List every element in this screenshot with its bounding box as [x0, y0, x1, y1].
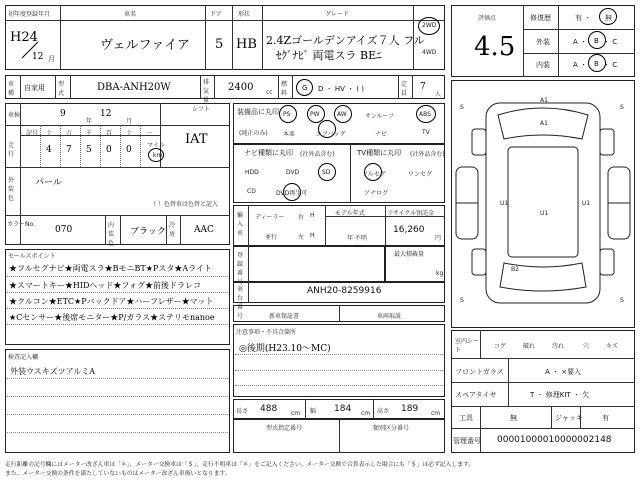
footer-line-1: 走行距離の記号欄にはメーター改ざん車は「＊」、メーター交換車は「＄」、走行不明車は「＊」をご記入ください。メーター交換で合算表示した場合にも「＄」は必ず記入します。 [5, 462, 475, 468]
mileage-divider [100, 125, 101, 167]
door-label: ドア [210, 11, 222, 18]
diagram-mark: S [460, 104, 464, 111]
tv-sub: (社外品含む) [410, 151, 445, 158]
jack-value: 有 [602, 414, 609, 422]
diagram-mark: A1 [540, 97, 548, 104]
fuel-g: G [302, 84, 308, 92]
sheet-item: 破れ [523, 343, 536, 350]
shape-label: 形状 [238, 11, 251, 18]
recycle-label: リサイクル預託金 [387, 210, 435, 217]
mileage-digit-header: 十 [46, 130, 53, 137]
sales-point-line: ★クルコン★ETC★Pバックドア★ハーフレザー★マット [9, 297, 214, 306]
import-h: H [310, 212, 315, 219]
exterior-color-note: （ ）色替車は色替と記入 [150, 201, 218, 208]
mileage-digit: 5 [86, 145, 92, 155]
navi-hdd: HDD [245, 169, 259, 176]
inspection-month: 12 [100, 109, 112, 119]
score-label: 評価点 [478, 15, 497, 22]
notes-text: ◎後期(H23.10〜MC) [239, 344, 331, 354]
capacity-unit: 人 [435, 91, 442, 98]
reg-month-unit: 月 [48, 55, 55, 63]
exterior-circle [588, 31, 606, 49]
navi-cd: CD [247, 188, 256, 195]
sheet-item: 汚れ [552, 343, 565, 350]
color-no-label: カラーNo. [7, 221, 35, 228]
navi-dvd-play: DVD再生可 [276, 190, 308, 197]
class-label: 類別区分番号 [373, 425, 410, 432]
fuel-options: D ・ HV ・ ( ) [318, 85, 365, 93]
inspection-year-unit: 年 [86, 118, 93, 125]
inspector-frame [5, 349, 230, 453]
equipment-abs: ABS [419, 111, 431, 118]
equipment-ps: PS [283, 111, 291, 118]
tv-oneseg: ワンセグ [408, 171, 433, 178]
mileage-digit: 4 [46, 145, 52, 155]
jack-label: ジャッキ [555, 414, 583, 422]
length-label: 長さ [236, 408, 249, 415]
diagram-mark: S [620, 297, 624, 304]
chassis-value: ANH20-8259916 [307, 286, 382, 296]
ac-label: 冷房 [169, 222, 176, 238]
exterior-color-value: パール [35, 178, 62, 188]
usage-value: 自家用 [24, 84, 45, 92]
exterior-score-label: 外装 [536, 38, 550, 46]
interior-circle [588, 54, 606, 72]
interior-a: A ・ [573, 61, 588, 69]
type-cert-label: 型式指定番号 [266, 425, 303, 432]
model-year-value: 年 不明 [347, 235, 367, 242]
reg-year: H24 [10, 30, 38, 45]
equipment-leather: 本革 [283, 131, 296, 138]
new-warranty: 新車保証書 [269, 313, 300, 320]
fuel-label: 燃料 [281, 81, 288, 97]
equipment-tv: TV [422, 129, 430, 136]
drive-2wd: 2WD [422, 22, 437, 29]
sales-point-line: ★Cセンサー★後席モニター★P/ガラス★ステリモnanoe [9, 313, 215, 322]
ac-value: AAC [194, 225, 214, 235]
model-year-label: モデル年式 [335, 210, 365, 217]
grade-line2: ｾｸﾞﾅﾋﾞ 両電スラ BEﾆ [276, 49, 382, 62]
sheet-item: コゲ [494, 343, 507, 350]
equipment-aw: AW [337, 111, 347, 118]
equipment-pw: PW [310, 111, 320, 118]
import-label: 輸入車 [237, 212, 244, 237]
tv-label: TV種類に丸印 [357, 149, 402, 157]
navi-dvd: DVD [286, 169, 300, 176]
equipment-airbag: エアバッグ [316, 131, 346, 138]
notes-label: 注意事項・不具合箇所 [236, 329, 297, 336]
length-unit: cm [291, 410, 301, 417]
windshield-label: フロントガラス [455, 368, 504, 376]
grade-line1: 2.4Zゴールデンアイズ７人 フル [266, 34, 425, 47]
mileage-label: 走行 [8, 142, 15, 158]
height-value: 189 [401, 404, 419, 414]
drive-4wd: 4WD [422, 49, 437, 56]
mileage-digit: 7 [66, 145, 72, 155]
management-label: 管理番号 [453, 437, 481, 445]
mileage-divider [40, 125, 41, 167]
width-label: 幅 [310, 408, 317, 415]
navi-sub: (社外品含む) [300, 151, 335, 158]
displacement-value: 2400 [228, 82, 254, 93]
registration-frame [233, 245, 385, 283]
first-reg-label: 初年度登録年月 [8, 11, 51, 18]
km-circle [148, 148, 164, 162]
equipment-navi: ナビ [375, 131, 388, 138]
interior-color-value: ブラック [130, 227, 166, 237]
interior-color-label: 内装色 [108, 222, 115, 247]
mileage-divider [120, 125, 121, 167]
tool-value: 無 [510, 414, 517, 422]
navi-label: ナビ種類に丸印 [244, 149, 293, 157]
interior-b: B [594, 60, 599, 68]
exterior-color-label: 外装色 [8, 177, 15, 202]
owner-manual: 車両取説 [377, 313, 402, 320]
import-parallel: 並行 [265, 234, 278, 241]
load-kg: kg [436, 270, 444, 277]
mileage-digit-header: 記号 [26, 130, 39, 137]
repair-selected: 無 [605, 14, 612, 22]
usage-type-label: 車種 [8, 81, 15, 97]
car-name: ヴェルファイア [100, 38, 190, 53]
interior-sheet-label: 室内シート [455, 338, 480, 354]
import-dealer: ディーラー [255, 214, 285, 221]
recycle-value: 16,260 [393, 225, 425, 235]
diagram-mark: S [460, 297, 464, 304]
tv-analog: アナログ [364, 190, 389, 197]
sheet-item: キズ [606, 343, 618, 350]
slash-mark [20, 40, 40, 60]
mileage-divider [80, 125, 81, 167]
equipment-sublabel: (純正のみ) [239, 130, 268, 137]
inspection-year: 9 [60, 109, 66, 119]
model-label: 型式 [58, 81, 65, 97]
exterior-a: A ・ [573, 38, 588, 46]
shift-label: シフト [192, 106, 211, 113]
chassis-label: 車台番号 [237, 286, 244, 320]
mileage-digit-header: 万 [66, 130, 73, 137]
body-shape: HB [236, 37, 257, 52]
mileage-digit-header: 千 [86, 130, 93, 137]
inspector-text: 外装ウスキズツアルミA [10, 367, 96, 376]
diagram-mark: U1 [582, 200, 591, 207]
mileage-digit-header: 十 [126, 130, 133, 137]
doors: 5 [215, 37, 224, 52]
equipment-sunroof: サンルーフ [365, 113, 395, 120]
diagram-mark: B2 [511, 266, 519, 273]
load-label: 最大積載量 [394, 251, 425, 258]
reg-month: 12 [32, 52, 44, 62]
mileage-digit-header: 一 [146, 130, 153, 137]
mileage-divider [140, 125, 141, 167]
registration-label: 登録番号 [237, 252, 244, 286]
mileage-digit: 0 [126, 145, 132, 155]
inspection-month-unit: 月 [126, 118, 133, 125]
mileage-divider [60, 125, 61, 167]
shift-value: IAT [185, 132, 208, 147]
spare-label: スペアタイヤ [455, 391, 497, 399]
repair-options: 有 ・ [575, 14, 592, 22]
tv-fullseg: フルセグ [362, 171, 386, 178]
import-left: 左 [298, 234, 305, 241]
import-right: 右 [298, 214, 305, 221]
footer-line-2: また、メーター交換の条件を満たしていないものはメーター改ざん車扱いとなります。 [5, 471, 231, 477]
import-h: H [310, 232, 315, 239]
inspection-label: 車検 [8, 112, 21, 119]
navi-sd: SD [322, 169, 331, 176]
mileage-digit-header: 百 [106, 130, 113, 137]
sales-point-line: ★フルセグナビ★両電スラ★BモニBT★Pスタ★Aライト [9, 264, 212, 273]
tool-label: 工具 [459, 414, 473, 422]
sales-point-line: ★スマートキー★HIDヘッド★フォグ★前後ドラレコ [9, 281, 201, 290]
color-no-value: 070 [55, 225, 73, 235]
diagram-mark: A1 [540, 120, 548, 127]
diagram-mark: U1 [500, 200, 509, 207]
capacity-value: 7 [420, 82, 426, 92]
repair-label: 修復歴 [530, 14, 551, 22]
height-unit: cm [431, 410, 441, 417]
row2-frame [5, 75, 445, 99]
interior-c: ・ C [603, 61, 618, 69]
fuel-circle [296, 79, 313, 96]
cc-unit: cc [266, 89, 273, 96]
exterior-c: ・ C [603, 38, 618, 46]
recycle-yen: 円 [435, 235, 442, 242]
mileage-digit: 0 [106, 145, 112, 155]
sheet-item: 穴 [583, 343, 590, 350]
mileage-unit-mile: マイル [147, 142, 165, 149]
width-unit: cm [361, 410, 371, 417]
management-value: 00001000010000002148 [497, 435, 612, 445]
height-label: 高さ [377, 408, 390, 415]
car-outline-diagram [452, 81, 634, 327]
width-value: 184 [334, 404, 352, 414]
equipment-label: 装備品に丸印 [237, 108, 279, 116]
mileage-unit-km: km [153, 152, 163, 159]
model-value: DBA-ANH20W [97, 82, 171, 93]
car-name-label: 車名 [124, 11, 137, 18]
diagram-mark: U1 [540, 210, 549, 217]
exterior-b: B [594, 37, 599, 45]
sales-points-label: セールスポイント [8, 253, 56, 260]
interior-score-label: 内装 [536, 61, 550, 69]
diagram-mark: S [620, 104, 624, 111]
inspector-label: 検査記入欄 [8, 354, 39, 361]
displacement-label: 排気量 [203, 79, 210, 104]
capacity-label: 定員 [401, 81, 408, 97]
score-value: 4.5 [474, 32, 516, 62]
spare-value: T ・ 修理KIT ・ 欠 [530, 391, 590, 399]
windshield-value: A ・ ×要入 [545, 368, 582, 376]
grade-label: グレード [325, 11, 350, 18]
length-value: 488 [260, 404, 278, 414]
repair-circle [599, 8, 617, 25]
